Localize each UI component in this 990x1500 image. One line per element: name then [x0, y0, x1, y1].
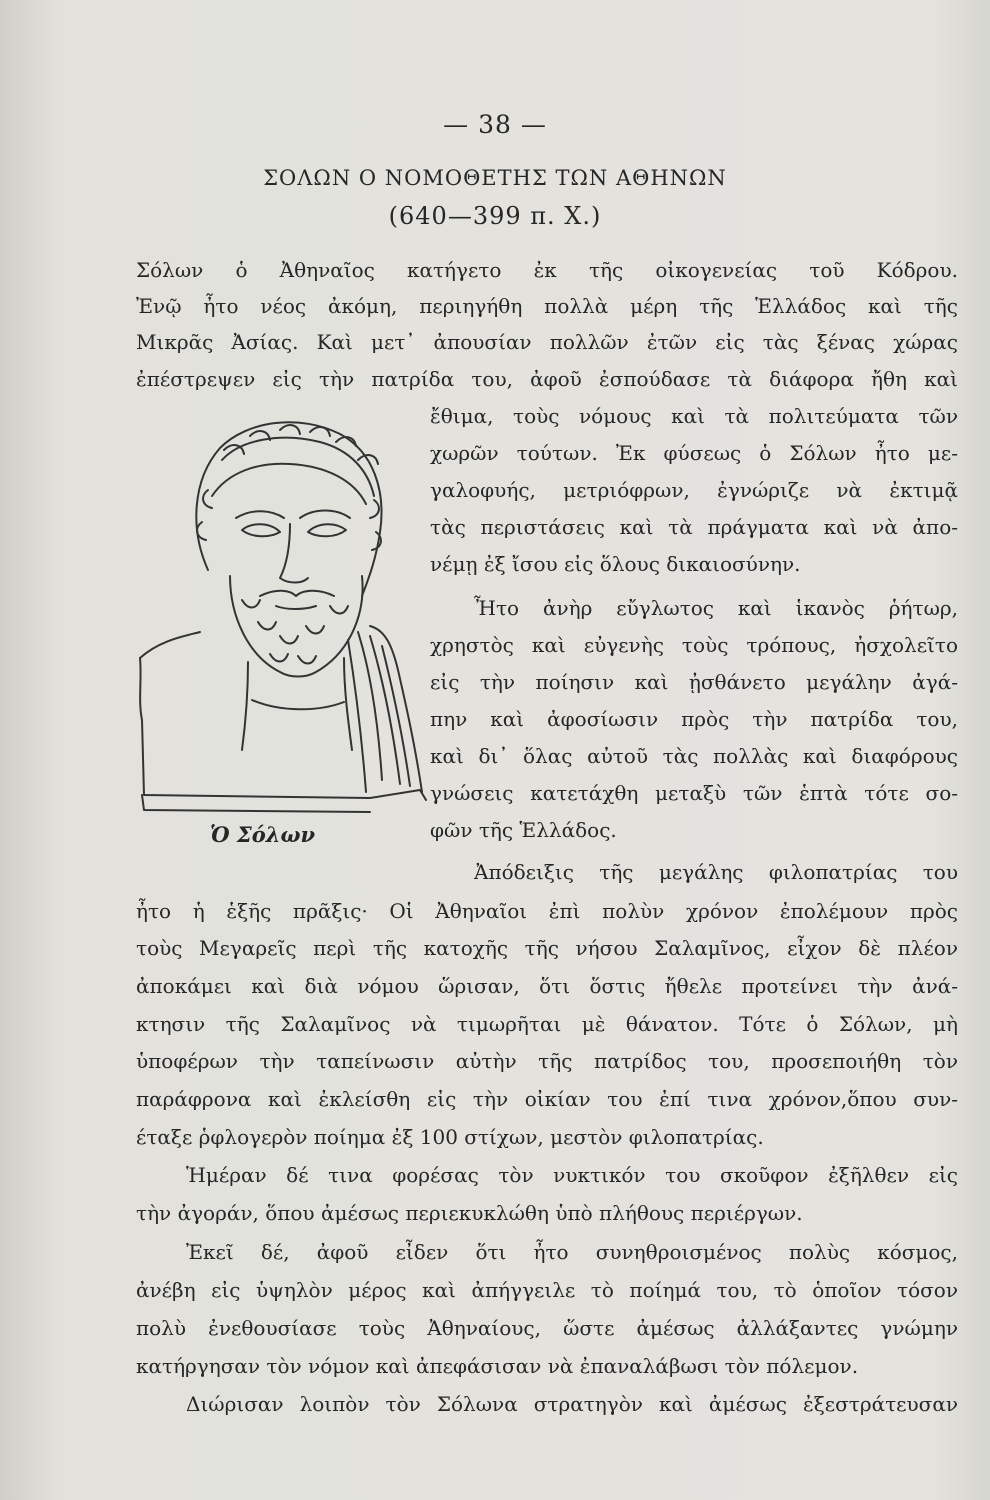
text-line: Σόλων ὁ Ἀθηναῖος κατήγετο ἐκ τῆς οἰκογενείας τοῦ Κόδρου.: [136, 258, 958, 282]
text-line: τοὺς Μεγαρεῖς περὶ τῆς κατοχῆς τῆς νήσου Σαλαμῖνος, εἶχον δὲ πλέον: [136, 936, 958, 960]
text-line: πολὺ ἐνεθουσίασε τοὺς Ἀθηναίους, ὥστε ἀμέσως ἀλλάξαντες γνώμην: [136, 1316, 958, 1340]
solon-bust-illustration: [130, 400, 430, 835]
text-line: Ἡμέραν δέ τινα φορέσας τὸν νυκτικόν του σκοῦφον ἐξῆλθεν εἰς: [186, 1163, 958, 1187]
text-line: ἔθιμα, τοὺς νόμους καὶ τὰ πολιτεύματα τῶν: [430, 404, 958, 428]
text-line: κτησιν τῆς Σαλαμῖνος νὰ τιμωρῆται μὲ θάνατον. Τότε ὁ Σόλων, μὴ: [136, 1012, 958, 1036]
text-line: ἀνέβη εἰς ὑψηλὸν μέρος καὶ ἀπήγγειλε τὸ ποίημά του, τὸ ὁποῖον τόσον: [136, 1278, 958, 1302]
chapter-title: ΣΟΛΩΝ Ο ΝΟΜΟΘΕΤΗΣ ΤΩΝ ΑΘΗΝΩΝ: [263, 166, 727, 190]
figure-caption: Ὁ Σόλων: [210, 822, 316, 847]
chapter-dates: (640—399 π. Χ.): [388, 202, 602, 230]
text-line: γνώσεις κατετάχθη μεταξὺ τῶν ἑπτὰ τότε σο-: [430, 781, 958, 805]
text-line: εἰς τὴν ποίησιν καὶ ᾐσθάνετο μεγάλην ἀγά-: [430, 670, 958, 694]
text-line: Ἦτο ἀνὴρ εὔγλωτος καὶ ἱκανὸς ῥήτωρ,: [474, 596, 958, 620]
text-line: πην καὶ ἀφοσίωσιν πρὸς τὴν πατρίδα του,: [430, 707, 958, 731]
text-line: παράφρονα καὶ ἐκλείσθη εἰς τὴν οἰκίαν του ἐπί τινα χρόνον,ὅπου συν-: [136, 1087, 958, 1111]
text-line: Ἐκεῖ δέ, ἀφοῦ εἶδεν ὅτι ἦτο συνηθροισμένος πολὺς κόσμος,: [186, 1240, 958, 1264]
text-line: φῶν τῆς Ἑλλάδος.: [430, 818, 617, 842]
text-line: καὶ δι᾽ ὅλας αὐτοῦ τὰς πολλὰς καὶ διαφόρους: [430, 744, 958, 768]
text-line: κατήργησαν τὸν νόμον καὶ ἀπεφάσισαν νὰ ἐπαναλάβωσι τὸν πόλεμον.: [136, 1354, 859, 1378]
text-line: Μικρᾶς Ἀσίας. Καὶ μετ᾽ ἀπουσίαν πολλῶν ἐτῶν εἰς τὰς ξένας χώρας: [136, 330, 958, 354]
text-line: τὴν ἀγοράν, ὅπου ἀμέσως περιεκυκλώθη ὑπὸ πλήθους περιέργων.: [136, 1201, 803, 1225]
text-line: τὰς περιστάσεις καὶ τὰ πράγματα καὶ νὰ ἀπο-: [430, 515, 958, 539]
page-number: — 38 —: [443, 110, 547, 139]
text-line: Διώρισαν λοιπὸν τὸν Σόλωνα στρατηγὸν καὶ ἀμέσως ἐξεστράτευσαν: [186, 1392, 958, 1416]
text-line: γαλοφυής, μετριόφρων, ἐγνώριζε νὰ ἐκτιμᾷ: [430, 478, 958, 502]
text-line: ἀποκάμει καὶ διὰ νόμου ὥρισαν, ὅτι ὅστις ἤθελε προτείνει τὴν ἀνά-: [136, 974, 958, 998]
text-line: έταξε ῥφλογερὸν ποίημα ἐξ 100 στίχων, μεστὸν φιλοπατρίας.: [136, 1125, 764, 1149]
text-line: Ἀπόδειξις τῆς μεγάλης φιλοπατρίας του: [474, 860, 958, 884]
text-line: χρηστὸς καὶ εὐγενὴς τοὺς τρόπους, ἠσχολεῖτο: [430, 633, 958, 657]
text-line: Ἐνῷ ἦτο νέος ἀκόμη, περιηγήθη πολλὰ μέρη τῆς Ἑλλάδος καὶ τῆς: [136, 294, 958, 318]
text-line: νέμῃ ἐξ ἴσου εἰς ὅλους δικαιοσύνην.: [430, 552, 801, 576]
text-line: χωρῶν τούτων. Ἐκ φύσεως ὁ Σόλων ἦτο με-: [430, 441, 958, 465]
text-line: ἐπέστρεψεν εἰς τὴν πατρίδα του, ἀφοῦ ἐσπούδασε τὰ διάφορα ἤθη καὶ: [136, 367, 958, 391]
text-line: ὑποφέρων τὴν ταπείνωσιν αὐτὴν τῆς πατρίδος του, προσεποιήθη τὸν: [136, 1049, 958, 1073]
text-line: ἦτο ἡ ἑξῆς πρᾶξις· Οἱ Ἀθηναῖοι ἐπὶ πολὺν χρόνον ἐπολέμουν πρὸς: [136, 899, 958, 923]
